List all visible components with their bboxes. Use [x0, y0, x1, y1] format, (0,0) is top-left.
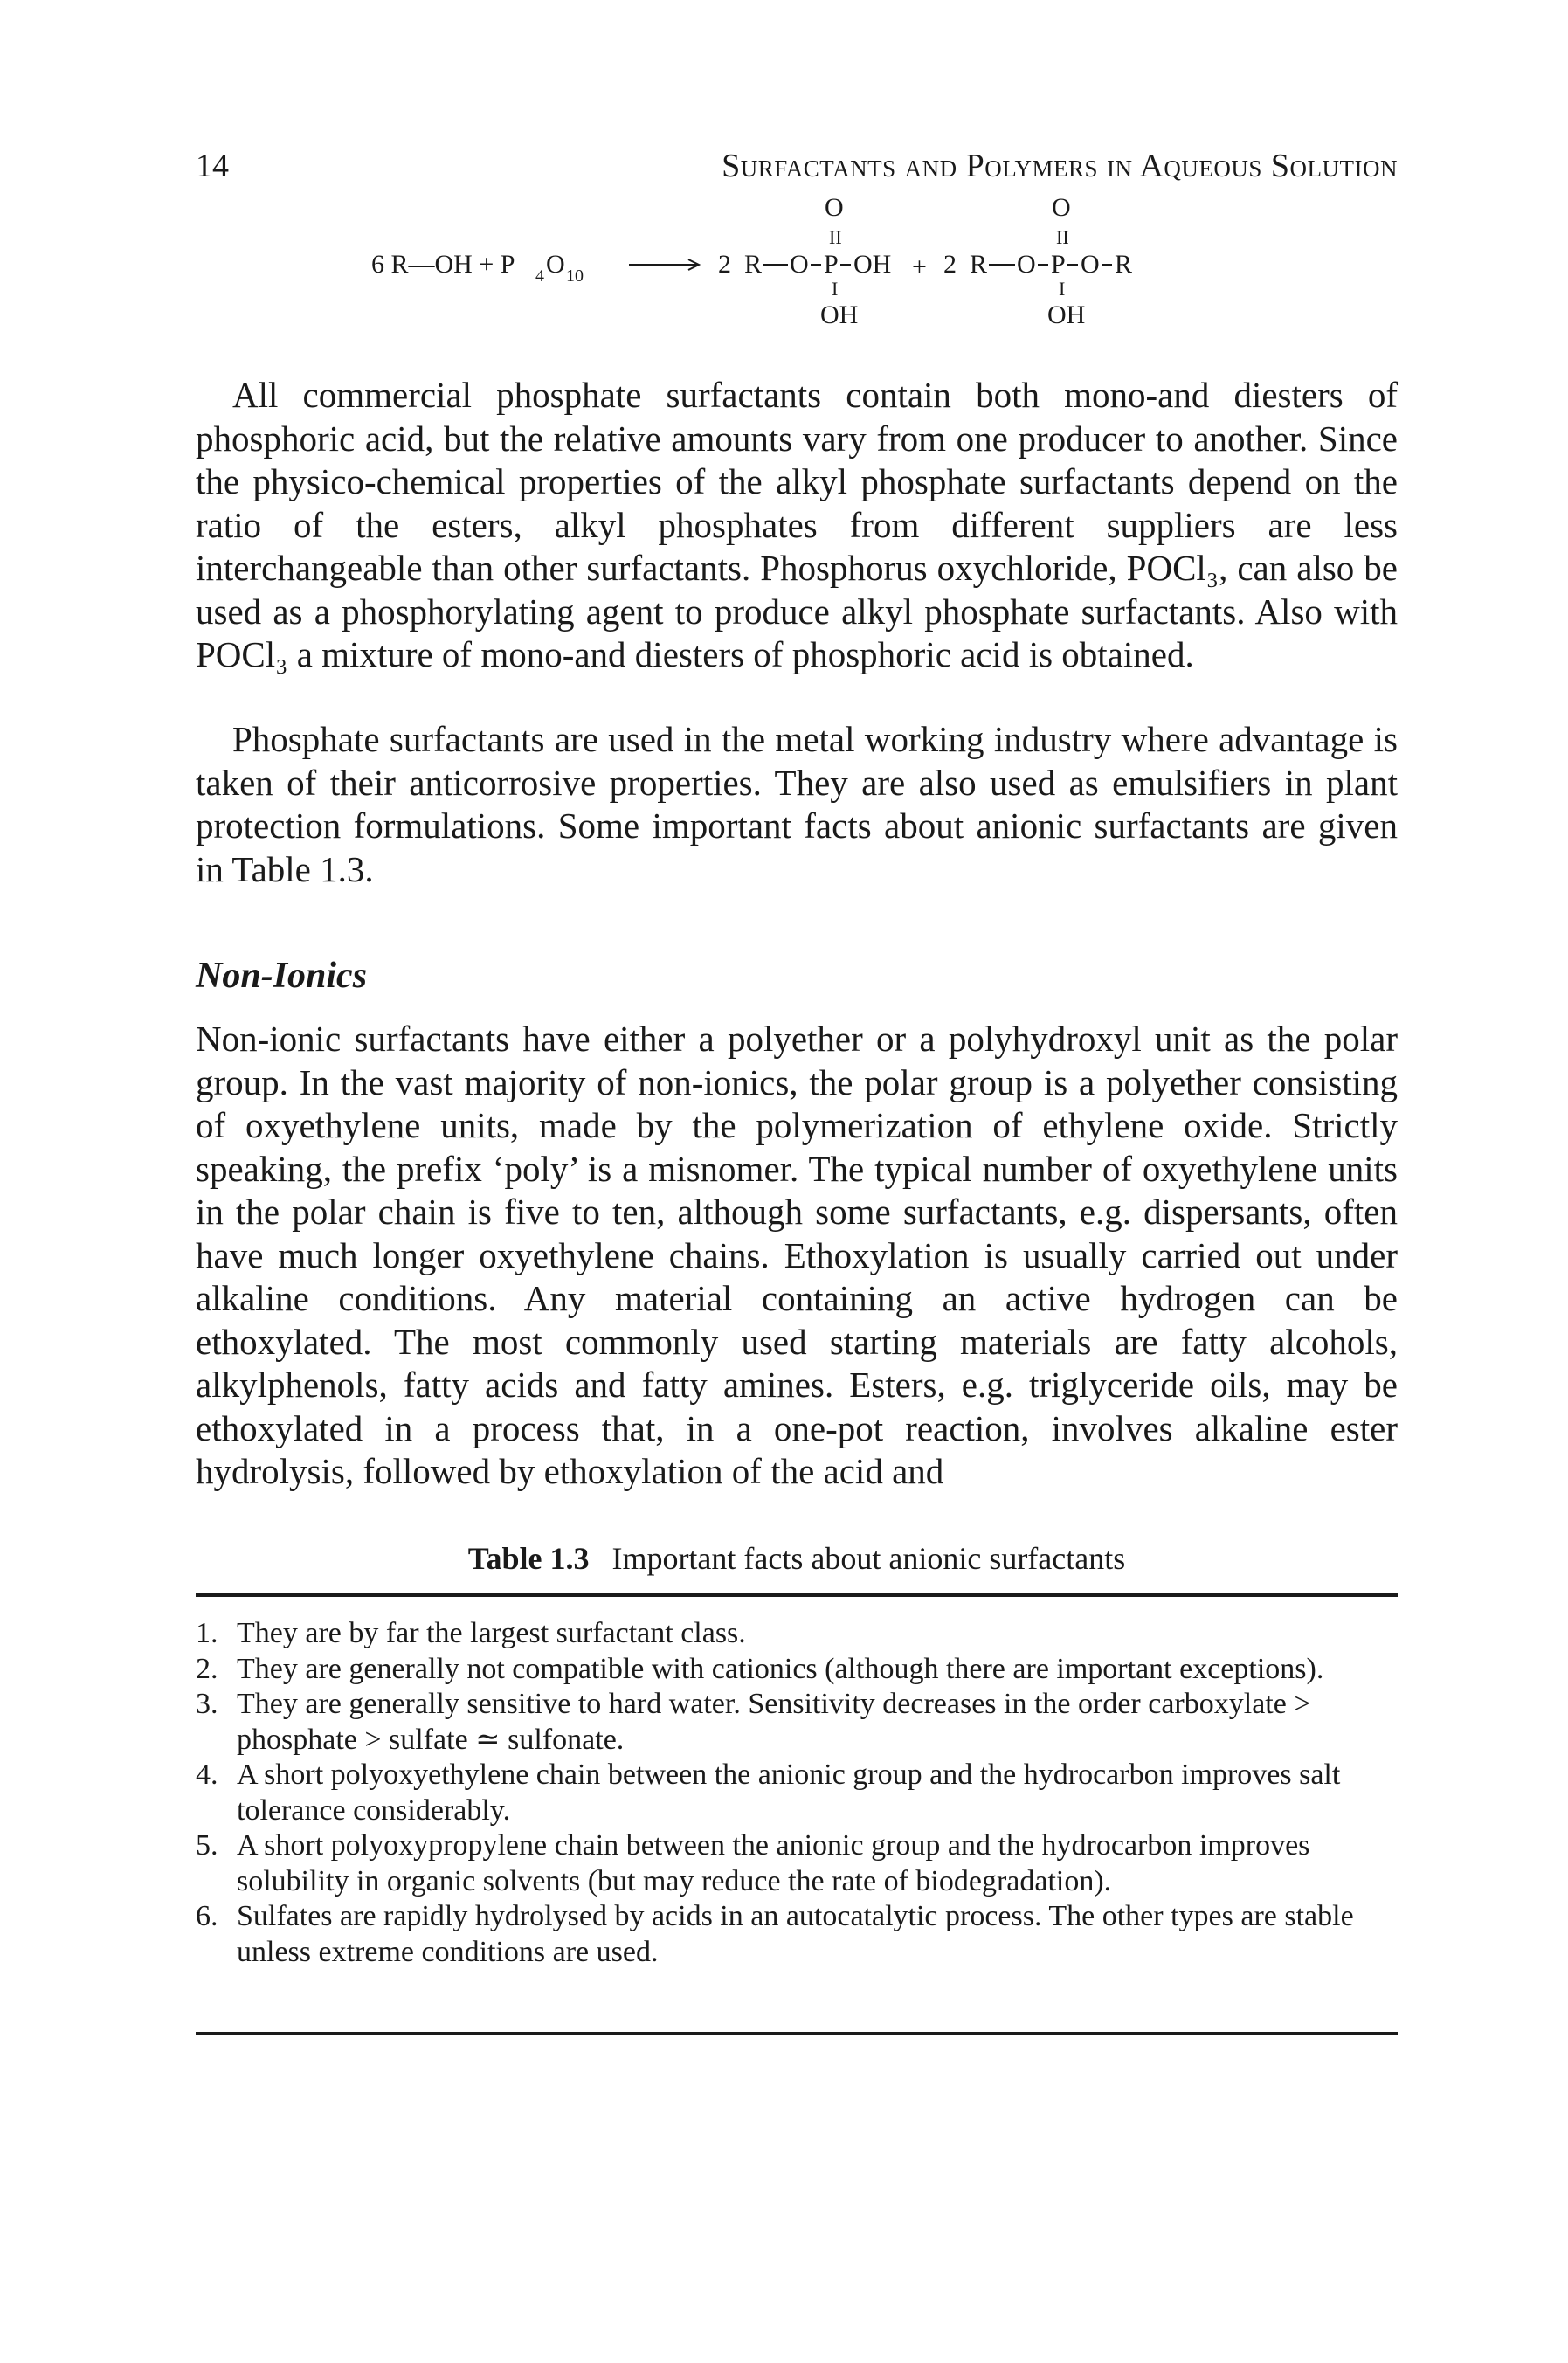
body-text-phosphate-uses [196, 718, 1398, 891]
paragraph: Phosphate surfactants are used in the metal working industry where advantage is taken of their anticorrosive properties. They are also used as emulsifiers in plant protection formulations. Some important facts about anionic surfactants are given in Table 1.3. [196, 719, 1398, 889]
table-caption [196, 1539, 1398, 1578]
table-title: Important facts about anionic surfactants [611, 1541, 1126, 1576]
oxygen-letter: O [546, 250, 565, 279]
list-item [196, 1652, 1398, 1688]
product2-top-o: O [1052, 197, 1071, 222]
product1-p: P [824, 250, 839, 279]
running-head: Surfactants and Polymers in Aqueous Solution [722, 148, 1398, 184]
product1-top-o: O [825, 197, 844, 222]
product1-o: O [790, 250, 809, 279]
reaction-equation [349, 197, 1223, 336]
product2-p: P [1051, 250, 1066, 279]
product1-single-bond: I [832, 278, 839, 300]
list-item [196, 1899, 1398, 1970]
list-item [196, 1828, 1398, 1899]
table-facts-list [196, 1616, 1398, 1970]
item-number: 1. [196, 1617, 218, 1649]
list-item [196, 1758, 1398, 1828]
list-item [196, 1687, 1398, 1758]
product1-double-bond: II [829, 226, 842, 248]
item-text: Sulfates are rapidly hydrolysed by acids in an autocatalytic process. The other types are stable unless extreme conditions are used. [237, 1900, 1354, 1968]
product2-r: R [970, 250, 988, 279]
item-number: 4. [196, 1758, 218, 1791]
product2-double-bond: II [1056, 226, 1069, 248]
body-text-non-ionics [196, 1018, 1398, 1494]
product2-o: O [1017, 250, 1036, 279]
plus-sign: + [912, 252, 927, 281]
item-text: A short polyoxyethylene chain between the anionic group and the hydrocarbon improves salt tolerance considerably. [237, 1758, 1341, 1827]
item-number: 2. [196, 1652, 218, 1685]
item-text: They are by far the largest surfactant class. [237, 1617, 746, 1649]
product2-r-right: R [1115, 250, 1133, 279]
table-top-rule [196, 1593, 1398, 1597]
product2-coefficient: 2 [943, 250, 957, 279]
paragraph: All commercial phosphate surfactants contain both mono-and diesters of phosphoric acid, but the relative amounts vary from one producer to another. Since the physico-chemical properties of the alkyl phosphate surfactants depend on the ratio of the esters, alkyl phosphates from different suppliers are less interchangeable than other surfactants. Phosphorus oxychloride, POCl₃, can also be used as a phosphorylating agent to produce alkyl phosphate surfactants. Also with POCl₃ a mixture of mono-and diesters of phosphoric acid is obtained. [196, 375, 1398, 674]
page-number: 14 [196, 148, 229, 184]
product2-o-right: O [1081, 250, 1100, 279]
paragraph: Non-ionic surfactants have either a polyether or a polyhydroxyl unit as the polar group. In the vast majority of non-ionics, the polar group is a polyether consisting of oxyethylene units, made by the polymerization of ethylene oxide. Strictly speaking, the prefix ‘poly’ is a misnomer. The typical number of oxyethylene units in the polar chain is five to ten, although some surfactants, e.g. dispersants, often have much longer oxyethylene chains. Ethoxylation is usually carried out under alkaline conditions. Any material containing an active hydrogen can be ethoxylated. The most commonly used starting materials are fatty alcohols, alkylphenols, fatty acids and fatty amines. Esters, e.g. triglyceride oils, may be ethoxylated in a process that, in a one-pot reaction, involves alkaline ester hydrolysis, followed by ethoxylation of the acid and [196, 1019, 1398, 1491]
item-number: 3. [196, 1688, 218, 1720]
table-label: Table 1.3 [467, 1541, 590, 1576]
product2-single-bond: I [1059, 278, 1066, 300]
item-number: 6. [196, 1900, 218, 1932]
section-heading: Non-Ionics [196, 956, 368, 996]
product1-coefficient: 2 [718, 250, 731, 279]
product2-bottom-oh: OH [1047, 301, 1086, 329]
subscript-10: 10 [566, 266, 584, 286]
item-text: A short polyoxypropylene chain between the anionic group and the hydrocarbon improves solubility in organic solvents (but may reduce the rate of biodegradation). [237, 1829, 1310, 1897]
body-text-phosphates [196, 374, 1398, 677]
subscript-4: 4 [535, 266, 544, 286]
product1-bottom-oh: OH [820, 301, 859, 329]
item-text: They are generally sensitive to hard water. Sensitivity decreases in the order carboxylate > phosphate > sulfate ≃ sulfonate. [237, 1688, 1311, 1756]
item-number: 5. [196, 1829, 218, 1862]
item-text: They are generally not compatible with cationics (although there are important exceptions). [237, 1652, 1324, 1685]
table-bottom-rule [196, 2032, 1398, 2035]
product1-r: R [744, 250, 763, 279]
reactant-alcohol-phosphorus: 6 R—OH + P [371, 250, 515, 279]
list-item [196, 1616, 1398, 1652]
product1-oh: OH [853, 250, 892, 279]
